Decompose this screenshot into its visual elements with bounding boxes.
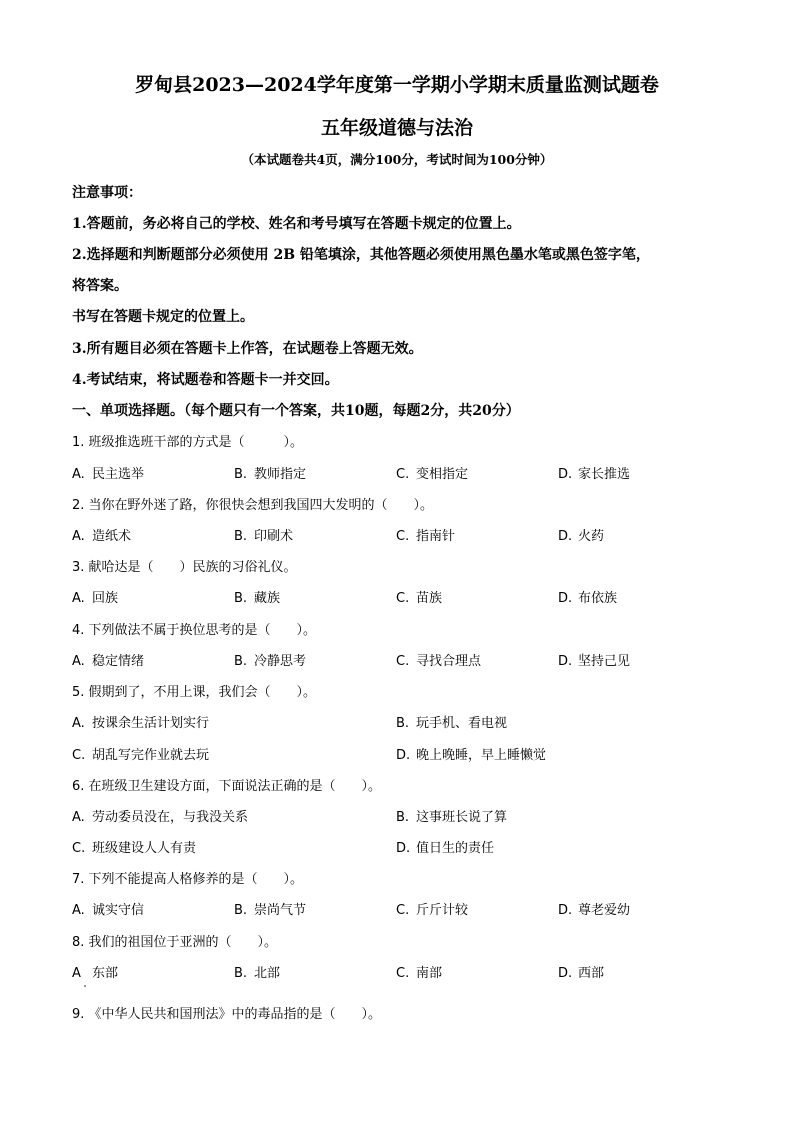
question-6-option-c: C. 班级建设人人有责: [72, 841, 197, 856]
note-2-cont2: 书写在答题卡规定的位置上。: [72, 309, 254, 325]
question-8-option-a: A 东部: [72, 966, 119, 981]
question-8-option-c: C. 南部: [396, 966, 443, 981]
question-4-option-c: C. 寻找合理点: [396, 654, 482, 669]
question-7-option-b: B. 崇尚气节: [234, 903, 307, 918]
question-6-option-a: A. 劳动委员没在，与我没关系: [72, 810, 249, 825]
exam-info: （本试题卷共4页，满分100分，考试时间为100分钟）: [241, 152, 553, 167]
question-6-option-d: D. 值日生的责任: [396, 841, 495, 856]
question-6-stem: 6. 在班级卫生建设方面，下面说法正确的是（ ）。: [72, 779, 382, 794]
scan-speck: [84, 985, 86, 987]
question-5-stem: 5. 假期到了，不用上课，我们会（ ）。: [72, 685, 317, 700]
note-1: 1.答题前，务必将自己的学校、姓名和考号填写在答题卡规定的位置上。: [72, 216, 521, 232]
question-1-option-d: D. 家长推选: [558, 467, 631, 482]
note-2: 2.选择题和判断题部分必须使用 2B 铅笔填涂，其他答题必须使用黑色墨水笔或黑色签字笔，: [72, 247, 650, 263]
question-3-option-d: D. 布依族: [558, 591, 618, 606]
question-3-option-b: B. 藏族: [234, 591, 281, 606]
question-2-option-b: B. 印刷术: [234, 529, 294, 544]
question-2-stem: 2. 当你在野外迷了路，你很快会想到我国四大发明的（ ）。: [72, 498, 434, 513]
question-5-option-b: B. 玩手机、看电视: [396, 716, 508, 731]
question-2-option-a: A. 造纸术: [72, 529, 132, 544]
question-4-option-b: B. 冷静思考: [234, 654, 307, 669]
question-7-option-c: C. 斤斤计较: [396, 903, 469, 918]
question-3-stem: 3. 献哈达是（ ）民族的习俗礼仪。: [72, 560, 297, 575]
question-1-option-c: C. 变相指定: [396, 467, 469, 482]
section-heading: 一、单项选择题。（每个题只有一个答案，共10题，每题2分，共20分）: [72, 403, 520, 419]
question-5-option-d: D. 晚上晚睡，早上睡懒觉: [396, 748, 547, 763]
question-2-option-d: D. 火药: [558, 529, 605, 544]
question-5-option-c: C. 胡乱写完作业就去玩: [72, 748, 210, 763]
note-2-cont: 将答案。: [72, 278, 128, 294]
subject-title: 五年级道德与法治: [320, 117, 473, 139]
question-1-option-b: B. 教师指定: [234, 467, 307, 482]
question-8-option-b: B. 北部: [234, 966, 281, 981]
question-7-option-a: A. 诚实守信: [72, 903, 145, 918]
question-2-option-c: C. 指南针: [396, 529, 456, 544]
exam-title: 罗甸县2023—2024学年度第一学期小学期末质量监测试题卷: [135, 74, 659, 96]
question-6-option-b: B. 这事班长说了算: [396, 810, 508, 825]
question-9-stem: 9. 《中华人民共和国刑法》中的毒品指的是（ ）。: [72, 1007, 382, 1022]
question-4-option-a: A. 稳定情绪: [72, 654, 145, 669]
question-4-option-d: D. 坚持己见: [558, 654, 631, 669]
question-7-stem: 7. 下列不能提高人格修养的是（ ）。: [72, 872, 304, 887]
note-4: 4.考试结束，将试题卷和答题卡一并交回。: [72, 372, 339, 388]
question-4-stem: 4. 下列做法不属于换位思考的是（ ）。: [72, 623, 317, 638]
question-1-stem: 1. 班级推选班干部的方式是（ ）。: [72, 435, 304, 450]
notes-heading: 注意事项：: [72, 185, 142, 201]
question-5-option-a: A. 按课余生活计划实行: [72, 716, 210, 731]
question-8-stem: 8. 我们的祖国位于亚洲的（ ）。: [72, 935, 278, 950]
note-3: 3.所有题目必须在答题卡上作答，在试题卷上答题无效。: [72, 341, 423, 357]
question-1-option-a: A. 民主选举: [72, 467, 145, 482]
question-3-option-c: C. 苗族: [396, 591, 443, 606]
question-8-option-d: D. 西部: [558, 966, 605, 981]
question-3-option-a: A. 回族: [72, 591, 119, 606]
question-7-option-d: D. 尊老爱幼: [558, 903, 631, 918]
